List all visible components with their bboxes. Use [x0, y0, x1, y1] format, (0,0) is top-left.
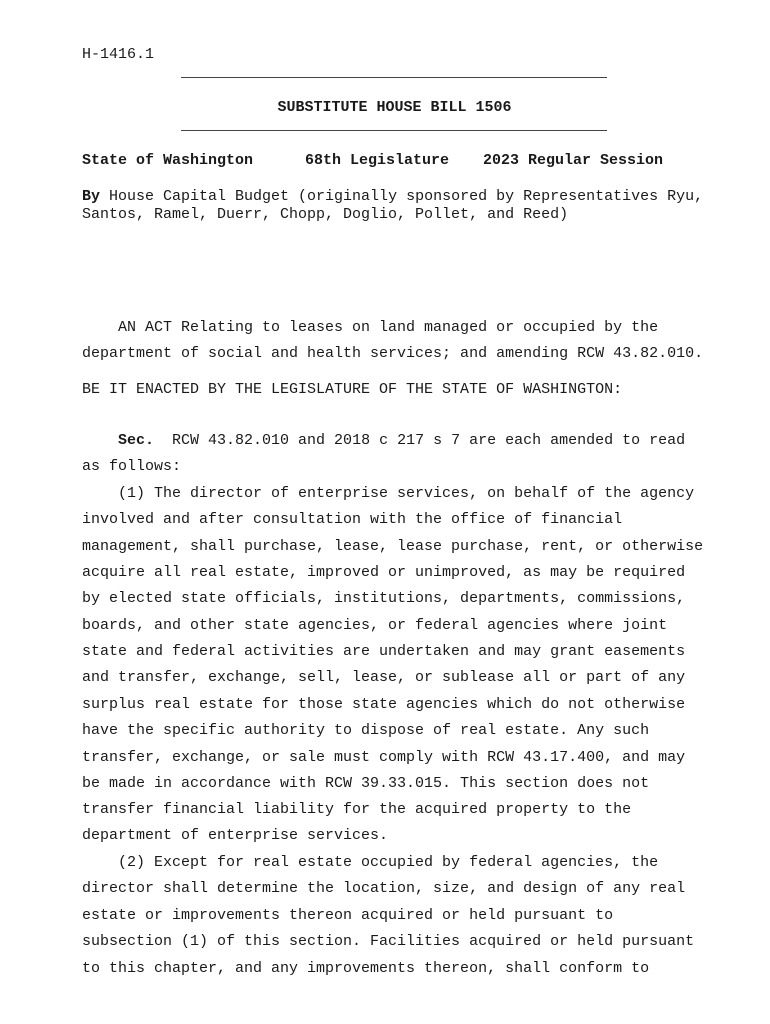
body-line: acquire all real estate, improved or unimproved, as may be required [82, 564, 686, 581]
body-line: transfer, exchange, or sale must comply with RCW 43.17.400, and may [82, 749, 686, 766]
act-line: AN ACT Relating to leases on land managed or occupied by the [82, 319, 659, 336]
body-line: be made in accordance with RCW 39.33.015. This section does not [82, 775, 650, 792]
body-line: to this chapter, and any improvements thereon, shall conform to [82, 960, 650, 977]
title-bottom-rule [181, 130, 607, 131]
title-top-rule [181, 77, 607, 78]
legislature-label: 68th Legislature [305, 152, 450, 169]
body-line: department of enterprise services. [82, 827, 389, 844]
body-line: and transfer, exchange, sell, lease, or sublease all or part of any [82, 669, 686, 686]
body-line: have the specific authority to dispose of real estate. Any such [82, 722, 650, 739]
section-heading [82, 432, 685, 450]
body-line: by elected state officials, institutions, departments, commissions, [82, 590, 686, 607]
enacting-clause: BE IT ENACTED BY THE LEGISLATURE OF THE STATE OF WASHINGTON: [82, 381, 623, 398]
body-line: transfer financial liability for the acquired property to the [82, 801, 632, 818]
sec-label: Sec. [118, 432, 155, 449]
body-line: estate or improvements thereon acquired or held pursuant to [82, 907, 614, 924]
body-line: management, shall purchase, lease, lease purchase, rent, or otherwise [82, 538, 704, 555]
act-line: department of social and health services; and amending RCW 43.82.010. [82, 345, 704, 362]
body-line: as follows: [82, 458, 182, 475]
sponsor-text-1: House Capital Budget (originally sponsored by Representatives Ryu, [100, 188, 704, 205]
body-line: state and federal activities are undertaken and may grant easements [82, 643, 686, 660]
body-line: director shall determine the location, size, and design of any real [82, 880, 686, 897]
bill-title: SUBSTITUTE HOUSE BILL 1506 [277, 99, 512, 116]
body-line: (2) Except for real estate occupied by federal agencies, the [82, 854, 659, 871]
body-line: surplus real estate for those state agencies which do not otherwise [82, 696, 686, 713]
bill-code: H-1416.1 [82, 46, 155, 63]
session-label: 2023 Regular Session [483, 152, 664, 169]
body-line: subsection (1) of this section. Facilities acquired or held pursuant [82, 933, 695, 950]
sec-heading-text: RCW 43.82.010 and 2018 c 217 s 7 are each amended to read [154, 432, 686, 449]
body-line: (1) The director of enterprise services, on behalf of the agency [82, 485, 695, 502]
body-line: involved and after consultation with the office of financial [82, 511, 623, 528]
sponsor-line-1 [82, 188, 703, 206]
by-label: By [82, 188, 101, 205]
state-label: State of Washington [82, 152, 254, 169]
sponsor-line-2: Santos, Ramel, Duerr, Chopp, Doglio, Pollet, and Reed) [82, 206, 569, 223]
body-line: boards, and other state agencies, or federal agencies where joint [82, 617, 668, 634]
